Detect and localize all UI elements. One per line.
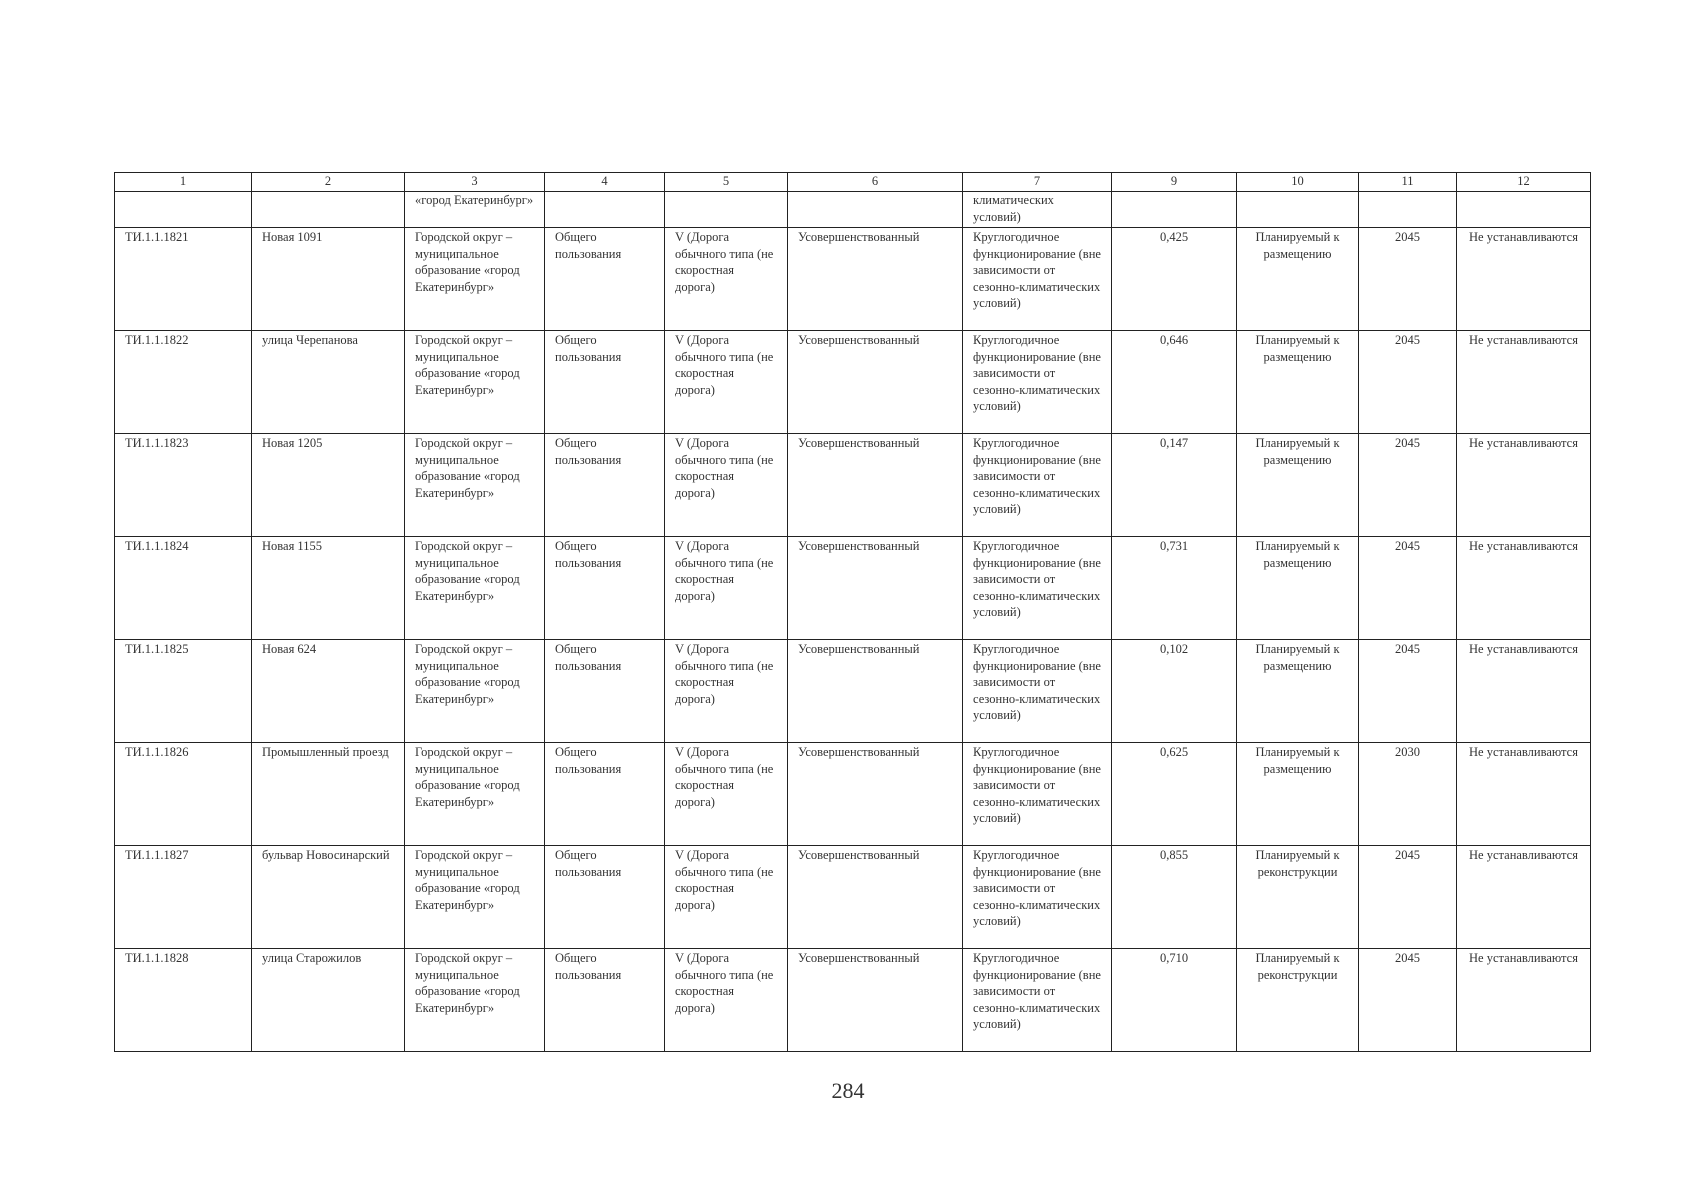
- table-row: [115, 434, 1591, 537]
- infrastructure-table: [114, 172, 1591, 1052]
- column-header: 11: [1359, 173, 1457, 192]
- table-cell-zone: Не устанавливаются: [1457, 743, 1591, 846]
- table-cell-name: Промышленный проезд: [252, 743, 405, 846]
- table-cell-name: улица Старожилов: [252, 949, 405, 1052]
- table-cell-pavement: Усовершенствованный: [788, 228, 963, 331]
- table-cell-year: 2045: [1359, 228, 1457, 331]
- table-cell-year: 2045: [1359, 949, 1457, 1052]
- table-cell-purpose: Общего пользования: [545, 228, 665, 331]
- column-header: 5: [665, 173, 788, 192]
- table-cell-municipality: Городской округ – муниципальное образование «город Екатеринбург»: [405, 743, 545, 846]
- continuation-row: [115, 192, 1591, 228]
- table-cell-purpose: Общего пользования: [545, 537, 665, 640]
- table-cell-status: Планируемый к размещению: [1237, 743, 1359, 846]
- table-cell-municipality: Городской округ – муниципальное образование «город Екатеринбург»: [405, 331, 545, 434]
- page-number: 284: [831, 1078, 865, 1103]
- column-header: 10: [1237, 173, 1359, 192]
- table-cell: климатических условий): [963, 192, 1112, 228]
- table-cell-zone: Не устанавливаются: [1457, 434, 1591, 537]
- table-cell-length: 0,731: [1112, 537, 1237, 640]
- table-cell: [1457, 192, 1591, 228]
- table-cell-length: 0,425: [1112, 228, 1237, 331]
- column-header: 7: [963, 173, 1112, 192]
- table-cell-purpose: Общего пользования: [545, 846, 665, 949]
- table-cell-municipality: Городской округ – муниципальное образование «город Екатеринбург»: [405, 434, 545, 537]
- table-cell-municipality: Городской округ – муниципальное образование «город Екатеринбург»: [405, 537, 545, 640]
- table-cell-zone: Не устанавливаются: [1457, 331, 1591, 434]
- table-cell-status: Планируемый к размещению: [1237, 228, 1359, 331]
- table-cell-pavement: Усовершенствованный: [788, 949, 963, 1052]
- table-cell-zone: Не устанавливаются: [1457, 846, 1591, 949]
- table-cell-id: ТИ.1.1.1828: [115, 949, 252, 1052]
- table-cell-pavement: Усовершенствованный: [788, 846, 963, 949]
- column-header: 9: [1112, 173, 1237, 192]
- table-cell-purpose: Общего пользования: [545, 743, 665, 846]
- table-cell-id: ТИ.1.1.1827: [115, 846, 252, 949]
- table-cell-purpose: Общего пользования: [545, 949, 665, 1052]
- table-cell-id: ТИ.1.1.1826: [115, 743, 252, 846]
- column-header: 3: [405, 173, 545, 192]
- table-cell-mode: Круглогодичное функционирование (вне зависимости от сезонно-климатических условий): [963, 640, 1112, 743]
- table-cell-length: 0,102: [1112, 640, 1237, 743]
- table-cell-zone: Не устанавливаются: [1457, 228, 1591, 331]
- table-cell-name: Новая 1205: [252, 434, 405, 537]
- table-cell-category: V (Дорога обычного типа (не скоростная дорога): [665, 434, 788, 537]
- table-cell-zone: Не устанавливаются: [1457, 949, 1591, 1052]
- table-cell-purpose: Общего пользования: [545, 434, 665, 537]
- table-cell-id: ТИ.1.1.1823: [115, 434, 252, 537]
- table-cell-year: 2045: [1359, 331, 1457, 434]
- table-cell-length: 0,710: [1112, 949, 1237, 1052]
- table-cell: [665, 192, 788, 228]
- table-cell-id: ТИ.1.1.1822: [115, 331, 252, 434]
- table-cell-id: ТИ.1.1.1824: [115, 537, 252, 640]
- table-cell-year: 2030: [1359, 743, 1457, 846]
- table-cell-zone: Не устанавливаются: [1457, 640, 1591, 743]
- table-cell-year: 2045: [1359, 434, 1457, 537]
- table-cell-category: V (Дорога обычного типа (не скоростная дорога): [665, 640, 788, 743]
- table-cell-zone: Не устанавливаются: [1457, 537, 1591, 640]
- column-header: 2: [252, 173, 405, 192]
- table-row: [115, 331, 1591, 434]
- table-cell-status: Планируемый к реконструкции: [1237, 846, 1359, 949]
- table-cell-category: V (Дорога обычного типа (не скоростная дорога): [665, 331, 788, 434]
- table-cell-mode: Круглогодичное функционирование (вне зависимости от сезонно-климатических условий): [963, 331, 1112, 434]
- table-cell: [1359, 192, 1457, 228]
- table-cell-mode: Круглогодичное функционирование (вне зависимости от сезонно-климатических условий): [963, 949, 1112, 1052]
- table-cell-category: V (Дорога обычного типа (не скоростная дорога): [665, 743, 788, 846]
- table-row: [115, 228, 1591, 331]
- table-cell-pavement: Усовершенствованный: [788, 537, 963, 640]
- table-cell: [788, 192, 963, 228]
- column-header: 6: [788, 173, 963, 192]
- table-cell-municipality: Городской округ – муниципальное образование «город Екатеринбург»: [405, 228, 545, 331]
- table-cell-mode: Круглогодичное функционирование (вне зависимости от сезонно-климатических условий): [963, 537, 1112, 640]
- table-cell-category: V (Дорога обычного типа (не скоростная дорога): [665, 228, 788, 331]
- table-cell-id: ТИ.1.1.1821: [115, 228, 252, 331]
- table-cell: [115, 192, 252, 228]
- table-row: [115, 949, 1591, 1052]
- table-row: [115, 743, 1591, 846]
- table-cell-pavement: Усовершенствованный: [788, 640, 963, 743]
- table-cell-name: улица Черепанова: [252, 331, 405, 434]
- table-cell: «город Екатеринбург»: [405, 192, 545, 228]
- table-cell-name: Новая 1155: [252, 537, 405, 640]
- table-row: [115, 846, 1591, 949]
- table-cell-mode: Круглогодичное функционирование (вне зависимости от сезонно-климатических условий): [963, 846, 1112, 949]
- table-cell-name: Новая 1091: [252, 228, 405, 331]
- table-cell-mode: Круглогодичное функционирование (вне зависимости от сезонно-климатических условий): [963, 743, 1112, 846]
- table-cell-purpose: Общего пользования: [545, 331, 665, 434]
- table-cell-length: 0,147: [1112, 434, 1237, 537]
- table-cell-year: 2045: [1359, 846, 1457, 949]
- table-cell-status: Планируемый к размещению: [1237, 537, 1359, 640]
- table-cell-id: ТИ.1.1.1825: [115, 640, 252, 743]
- table-cell-municipality: Городской округ – муниципальное образование «город Екатеринбург»: [405, 846, 545, 949]
- table-cell: [1112, 192, 1237, 228]
- table-cell-pavement: Усовершенствованный: [788, 743, 963, 846]
- table-cell-name: Новая 624: [252, 640, 405, 743]
- table-cell-status: Планируемый к реконструкции: [1237, 949, 1359, 1052]
- table-cell-length: 0,855: [1112, 846, 1237, 949]
- table-cell-category: V (Дорога обычного типа (не скоростная дорога): [665, 949, 788, 1052]
- table-cell-status: Планируемый к размещению: [1237, 434, 1359, 537]
- table-cell-pavement: Усовершенствованный: [788, 434, 963, 537]
- column-header: 1: [115, 173, 252, 192]
- column-header: 4: [545, 173, 665, 192]
- table-cell-municipality: Городской округ – муниципальное образование «город Екатеринбург»: [405, 640, 545, 743]
- table-cell-category: V (Дорога обычного типа (не скоростная дорога): [665, 537, 788, 640]
- table-cell-name: бульвар Новосинарский: [252, 846, 405, 949]
- table-cell-length: 0,625: [1112, 743, 1237, 846]
- table-cell: [545, 192, 665, 228]
- table-cell-purpose: Общего пользования: [545, 640, 665, 743]
- table-row: [115, 537, 1591, 640]
- table-row: [115, 640, 1591, 743]
- table-cell-status: Планируемый к размещению: [1237, 331, 1359, 434]
- table-cell-pavement: Усовершенствованный: [788, 331, 963, 434]
- table-cell: [252, 192, 405, 228]
- table-cell-year: 2045: [1359, 640, 1457, 743]
- table-cell: [1237, 192, 1359, 228]
- table-cell-mode: Круглогодичное функционирование (вне зависимости от сезонно-климатических условий): [963, 228, 1112, 331]
- table-cell-length: 0,646: [1112, 331, 1237, 434]
- table-cell-year: 2045: [1359, 537, 1457, 640]
- table-cell-mode: Круглогодичное функционирование (вне зависимости от сезонно-климатических условий): [963, 434, 1112, 537]
- table-cell-status: Планируемый к размещению: [1237, 640, 1359, 743]
- table-body: [115, 192, 1591, 1052]
- table-header: [115, 173, 1591, 192]
- table-cell-category: V (Дорога обычного типа (не скоростная дорога): [665, 846, 788, 949]
- table-cell-municipality: Городской округ – муниципальное образование «город Екатеринбург»: [405, 949, 545, 1052]
- column-header: 12: [1457, 173, 1591, 192]
- column-number-row: [115, 173, 1591, 192]
